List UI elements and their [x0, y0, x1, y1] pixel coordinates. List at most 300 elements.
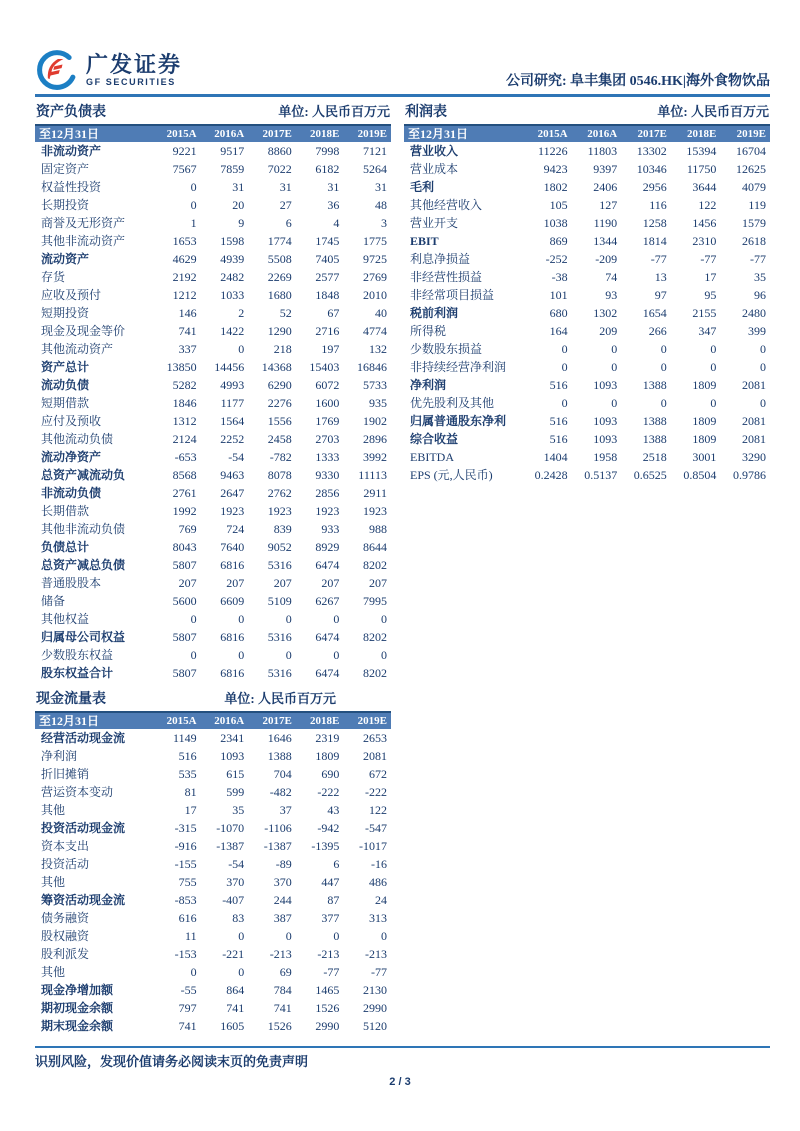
cell-value: 399: [747, 324, 766, 338]
cell-value: 1388: [267, 749, 292, 763]
table-row: [404, 412, 770, 430]
cell-value: -213: [317, 947, 340, 961]
row-label: 其他流动资产: [41, 342, 114, 356]
cell-value: 2081: [741, 378, 766, 392]
cell-value: 0: [660, 360, 667, 374]
cell-value: 0: [190, 198, 197, 212]
column-header: 2016A: [214, 715, 245, 727]
cell-value: 1456: [692, 216, 717, 230]
cell-value: 2482: [220, 270, 245, 284]
row-label: 总资产减总负债: [41, 558, 126, 572]
table-row: [35, 502, 391, 520]
cell-value: 615: [226, 767, 245, 781]
row-label: 投资活动: [41, 857, 90, 871]
cell-value: 13302: [636, 144, 667, 158]
cell-value: 12625: [735, 162, 766, 176]
cell-value: 5282: [172, 378, 197, 392]
table-row: [35, 484, 391, 502]
row-label: 利息净损益: [410, 252, 471, 266]
cell-value: 5807: [172, 558, 197, 572]
cell-value: 1093: [220, 749, 245, 763]
cell-value: -252: [545, 252, 568, 266]
cell-value: -153: [174, 947, 197, 961]
cell-value: 95: [704, 288, 717, 302]
table-row: [35, 999, 391, 1017]
cell-value: 1646: [267, 731, 292, 745]
cell-value: 20: [232, 198, 245, 212]
table-row: [35, 286, 391, 304]
cash-flow-table: [35, 688, 391, 1035]
cell-value: 1093: [593, 378, 618, 392]
cell-value: 9330: [315, 468, 340, 482]
cell-value: 0: [561, 396, 568, 410]
cell-value: 1212: [172, 288, 197, 302]
cell-value: 387: [273, 911, 292, 925]
cell-value: -209: [595, 252, 618, 266]
cell-value: 1526: [267, 1019, 292, 1033]
table-row: [404, 142, 770, 160]
brand-block: [35, 48, 182, 92]
cell-value: -77: [749, 252, 766, 266]
cell-value: 11750: [686, 162, 717, 176]
row-label: 股权融资: [41, 929, 90, 943]
cell-value: 8644: [362, 540, 387, 554]
cell-value: 2856: [315, 486, 340, 500]
cell-value: 0.8504: [683, 468, 717, 482]
cell-value: 31: [232, 180, 245, 194]
cell-value: 0: [759, 396, 766, 410]
table-row: [404, 232, 770, 250]
cell-value: 0: [611, 396, 618, 410]
table-row: [35, 430, 391, 448]
row-label: 流动净资产: [41, 450, 102, 464]
cell-value: 11: [185, 929, 197, 943]
cell-value: 4939: [220, 252, 245, 266]
cell-value: 6267: [315, 594, 340, 608]
table-row: [35, 963, 391, 981]
table-row: [35, 232, 391, 250]
cell-value: 9423: [543, 162, 568, 176]
table-row: [404, 178, 770, 196]
cell-value: 2310: [692, 234, 717, 248]
cash-flow-caption: [35, 688, 391, 711]
cell-value: 1290: [267, 324, 292, 338]
table-row: [35, 664, 391, 682]
footer-divider: [35, 1046, 770, 1048]
cell-value: 0: [333, 648, 340, 662]
cell-value: 9: [238, 216, 245, 230]
cell-value: 0: [190, 180, 197, 194]
cell-value: 0: [380, 612, 387, 626]
table-row: [35, 178, 391, 196]
cell-value: 43: [327, 803, 340, 817]
row-label: 短期借款: [41, 396, 90, 410]
cell-value: 146: [178, 306, 197, 320]
cell-value: 690: [321, 767, 340, 781]
table-row: [35, 1017, 391, 1035]
row-label: 商誉及无形资产: [41, 216, 126, 230]
table-header-row: [404, 124, 770, 142]
cell-value: 935: [368, 396, 387, 410]
brand-text: [86, 53, 182, 88]
cell-value: 2: [238, 306, 245, 320]
cell-value: 2124: [172, 432, 197, 446]
row-label: 债务融资: [41, 911, 90, 925]
cell-value: 105: [549, 198, 568, 212]
table-row: [35, 909, 391, 927]
cell-value: 5109: [267, 594, 292, 608]
cell-value: 6290: [267, 378, 292, 392]
table-row: [35, 556, 391, 574]
cell-value: 2911: [363, 486, 387, 500]
table-row: [404, 376, 770, 394]
cell-value: 7405: [315, 252, 340, 266]
table-row: [35, 873, 391, 891]
cell-value: 2130: [362, 983, 387, 997]
cell-value: 9397: [593, 162, 618, 176]
cell-value: 3290: [741, 450, 766, 464]
cell-value: 680: [549, 306, 568, 320]
cell-value: 17: [704, 270, 717, 284]
table-row: [404, 394, 770, 412]
row-label: 归属母公司权益: [41, 630, 126, 644]
cell-value: 2081: [741, 432, 766, 446]
table-row: [35, 448, 391, 466]
cell-value: 2252: [220, 432, 245, 446]
cell-value: 5316: [267, 630, 292, 644]
cell-value: 0: [238, 612, 245, 626]
cell-value: 3: [380, 216, 387, 230]
cell-value: 2319: [315, 731, 340, 745]
cell-value: 244: [273, 893, 292, 907]
cell-value: 0: [759, 342, 766, 356]
row-label: 非流动资产: [41, 144, 102, 158]
cell-value: 2956: [642, 180, 667, 194]
cell-value: 5316: [267, 666, 292, 680]
cell-value: 1809: [315, 749, 340, 763]
cell-value: 197: [321, 342, 340, 356]
cell-value: 2577: [315, 270, 340, 284]
cell-value: 6816: [220, 630, 245, 644]
table-row: [35, 574, 391, 592]
cell-value: 0: [561, 342, 568, 356]
cell-value: 87: [327, 893, 340, 907]
cell-value: 67: [327, 306, 340, 320]
cell-value: 164: [549, 324, 568, 338]
balance-sheet-caption: [35, 101, 391, 124]
cell-value: 7640: [220, 540, 245, 554]
cell-value: 1526: [315, 1001, 340, 1015]
table-row: [35, 340, 391, 358]
cell-value: -77: [700, 252, 717, 266]
cell-value: -77: [370, 965, 387, 979]
row-label: 税前利润: [410, 306, 459, 320]
cell-value: 516: [549, 414, 568, 428]
cell-value: 1774: [267, 234, 292, 248]
column-header: 2018E: [687, 128, 717, 140]
cell-value: 1923: [315, 504, 340, 518]
table-row: [404, 286, 770, 304]
cell-value: 1769: [315, 414, 340, 428]
cell-value: 5120: [362, 1019, 387, 1033]
column-header: 2018E: [310, 128, 340, 140]
cell-value: 14368: [261, 360, 292, 374]
cell-value: 2761: [172, 486, 197, 500]
row-label: 权益性投资: [41, 180, 102, 194]
risk-disclaimer: 识别风险，发现价值请务必阅读末页的免责声明: [35, 1054, 309, 1069]
cell-value: -16: [370, 857, 387, 871]
cell-value: 7998: [315, 144, 340, 158]
table-title: 资产负债表: [36, 105, 106, 120]
cell-value: 1992: [172, 504, 197, 518]
balance-sheet-table: [35, 101, 391, 682]
table-row: [35, 837, 391, 855]
cell-value: 2010: [362, 288, 387, 302]
cell-value: 741: [226, 1001, 245, 1015]
cell-value: 11803: [587, 144, 618, 158]
cell-value: 3001: [692, 450, 717, 464]
cell-value: 0.6525: [633, 468, 667, 482]
table-row: [35, 592, 391, 610]
cell-value: 1846: [172, 396, 197, 410]
cell-value: 0: [190, 648, 197, 662]
cell-value: 5807: [172, 630, 197, 644]
cell-value: 207: [178, 576, 197, 590]
cell-value: 8202: [362, 558, 387, 572]
cell-value: 1958: [593, 450, 618, 464]
row-label: 其他流动负债: [41, 432, 114, 446]
row-label: 所得税: [410, 324, 447, 338]
table-row: [35, 394, 391, 412]
cell-value: 0: [759, 360, 766, 374]
row-label: 非流动负债: [41, 486, 102, 500]
column-header: 2015A: [537, 128, 568, 140]
column-header: 2017E: [262, 128, 292, 140]
brand-name-cn: 广发证券: [86, 51, 183, 77]
table-row: [35, 610, 391, 628]
cell-value: 13850: [166, 360, 197, 374]
cell-value: -77: [650, 252, 667, 266]
cell-value: 93: [605, 288, 618, 302]
table-unit-label: 单位: 人民币百万元: [278, 104, 390, 119]
cell-value: 4: [333, 216, 340, 230]
cell-value: -221: [222, 947, 245, 961]
cell-value: 1093: [593, 414, 618, 428]
cell-value: 5508: [267, 252, 292, 266]
cell-value: 209: [599, 324, 618, 338]
table-row: [35, 142, 391, 160]
cell-value: 1802: [543, 180, 568, 194]
cell-value: -315: [174, 821, 197, 835]
cell-value: 1605: [220, 1019, 245, 1033]
cell-value: 784: [273, 983, 292, 997]
cell-value: 0: [238, 342, 245, 356]
table-header-row: [35, 124, 391, 142]
cell-value: 16704: [735, 144, 766, 158]
report-research-line: 公司研究: 阜丰集团 0546.HK|海外食物饮品: [505, 74, 770, 89]
table-row: [404, 214, 770, 232]
cell-value: 40: [374, 306, 387, 320]
cell-value: 1598: [220, 234, 245, 248]
cell-value: -54: [228, 450, 245, 464]
cell-value: 48: [374, 198, 387, 212]
cell-value: 0: [190, 965, 197, 979]
cell-value: 5600: [172, 594, 197, 608]
row-label: EBITDA: [410, 450, 454, 464]
cell-value: 2518: [642, 450, 667, 464]
cell-value: 8043: [172, 540, 197, 554]
gf-securities-logo-icon: [35, 48, 79, 92]
row-label: 其他经营收入: [410, 198, 483, 212]
table-body: [35, 711, 391, 1035]
cell-value: 741: [178, 1019, 197, 1033]
cell-value: 0: [660, 396, 667, 410]
table-row: [35, 322, 391, 340]
cell-value: 1809: [692, 414, 717, 428]
cell-value: 4993: [220, 378, 245, 392]
row-label: 筹资活动现金流: [41, 893, 126, 907]
row-label: 固定资产: [41, 162, 90, 176]
cell-value: -1070: [216, 821, 245, 835]
row-label: 期初现金余额: [41, 1001, 114, 1015]
cell-value: 127: [599, 198, 618, 212]
cell-value: 0: [238, 648, 245, 662]
table-row: [404, 448, 770, 466]
cell-value: 2769: [362, 270, 387, 284]
table-row: [35, 801, 391, 819]
cell-value: 1775: [362, 234, 387, 248]
cell-value: 1814: [642, 234, 667, 248]
row-label: 应付及预收: [41, 414, 102, 428]
table-row: [35, 819, 391, 837]
table-row: [35, 747, 391, 765]
cell-value: 0.5137: [584, 468, 618, 482]
cell-value: 122: [368, 803, 387, 817]
row-label: 储备: [41, 594, 66, 608]
cell-value: 5733: [362, 378, 387, 392]
cell-value: 6072: [315, 378, 340, 392]
cell-value: 218: [273, 342, 292, 356]
table-row: [35, 981, 391, 999]
cell-value: 101: [549, 288, 568, 302]
cell-value: -407: [222, 893, 245, 907]
column-header: 2019E: [357, 715, 387, 727]
cell-value: 1809: [692, 378, 717, 392]
table-row: [35, 520, 391, 538]
cell-value: 13: [654, 270, 667, 284]
cell-value: 741: [178, 324, 197, 338]
cell-value: 0: [380, 929, 387, 943]
cell-value: -222: [317, 785, 340, 799]
table-row: [35, 196, 391, 214]
cell-value: 1093: [593, 432, 618, 446]
cell-value: 6474: [315, 666, 340, 680]
cell-value: 2647: [220, 486, 245, 500]
cell-value: 1422: [220, 324, 245, 338]
cell-value: 0: [285, 648, 292, 662]
cell-value: 6816: [220, 666, 245, 680]
cell-value: 7121: [362, 144, 387, 158]
cell-value: 31: [327, 180, 340, 194]
cell-value: 1: [190, 216, 197, 230]
cell-value: 599: [226, 785, 245, 799]
cell-value: 370: [273, 875, 292, 889]
cell-value: 7567: [172, 162, 197, 176]
row-label: 非持续经营净利润: [410, 360, 507, 374]
cell-value: 797: [178, 1001, 197, 1015]
cell-value: 6816: [220, 558, 245, 572]
table-row: [35, 891, 391, 909]
cell-value: 6: [333, 857, 340, 871]
cell-value: 1388: [642, 432, 667, 446]
cell-value: 0: [380, 648, 387, 662]
cell-value: 35: [753, 270, 766, 284]
column-header: 至12月31日: [408, 127, 469, 141]
cell-value: 2269: [267, 270, 292, 284]
column-header: 2019E: [736, 128, 766, 140]
cell-value: 24: [374, 893, 387, 907]
cell-value: 11113: [358, 468, 387, 482]
income-statement-caption: [404, 101, 770, 124]
cell-value: -77: [323, 965, 340, 979]
cell-value: 1923: [362, 504, 387, 518]
cell-value: -54: [228, 857, 245, 871]
cell-value: 15394: [686, 144, 717, 158]
cell-value: 1848: [315, 288, 340, 302]
row-label: 其他: [41, 875, 66, 889]
cell-value: 741: [273, 1001, 292, 1015]
cell-value: 2716: [315, 324, 340, 338]
cell-value: 1564: [220, 414, 245, 428]
cell-value: 6182: [315, 162, 340, 176]
table-row: [404, 304, 770, 322]
table-body: [35, 124, 391, 682]
table-row: [35, 945, 391, 963]
row-label: 优先股利及其他: [410, 396, 495, 410]
cell-value: 207: [273, 576, 292, 590]
cell-value: 1302: [593, 306, 618, 320]
cell-value: 9517: [220, 144, 245, 158]
cell-value: -213: [364, 947, 387, 961]
cell-value: 1177: [220, 396, 245, 410]
cell-value: 1923: [267, 504, 292, 518]
column-header: 2017E: [637, 128, 667, 140]
cell-value: 8202: [362, 666, 387, 680]
cell-value: 0.9786: [732, 468, 766, 482]
cell-value: 207: [321, 576, 340, 590]
row-label: 其他权益: [41, 612, 90, 626]
cell-value: 616: [178, 911, 197, 925]
row-label: EBIT: [410, 234, 439, 248]
table-row: [35, 376, 391, 394]
row-label: 折旧摊销: [41, 767, 90, 781]
cell-value: -942: [317, 821, 340, 835]
cell-value: 9725: [362, 252, 387, 266]
row-label: 资产总计: [41, 360, 90, 374]
cell-value: 9052: [267, 540, 292, 554]
cell-value: 1600: [315, 396, 340, 410]
table-row: [404, 322, 770, 340]
cell-value: 3644: [692, 180, 717, 194]
row-label: 期末现金余额: [41, 1019, 114, 1033]
cell-value: 16846: [356, 360, 387, 374]
table-row: [35, 729, 391, 747]
cell-value: 17: [184, 803, 197, 817]
cell-value: 9221: [172, 144, 197, 158]
cell-value: 74: [605, 270, 618, 284]
row-label: 流动资产: [41, 252, 90, 266]
brand-name-en: GF SECURITIES: [86, 76, 176, 87]
